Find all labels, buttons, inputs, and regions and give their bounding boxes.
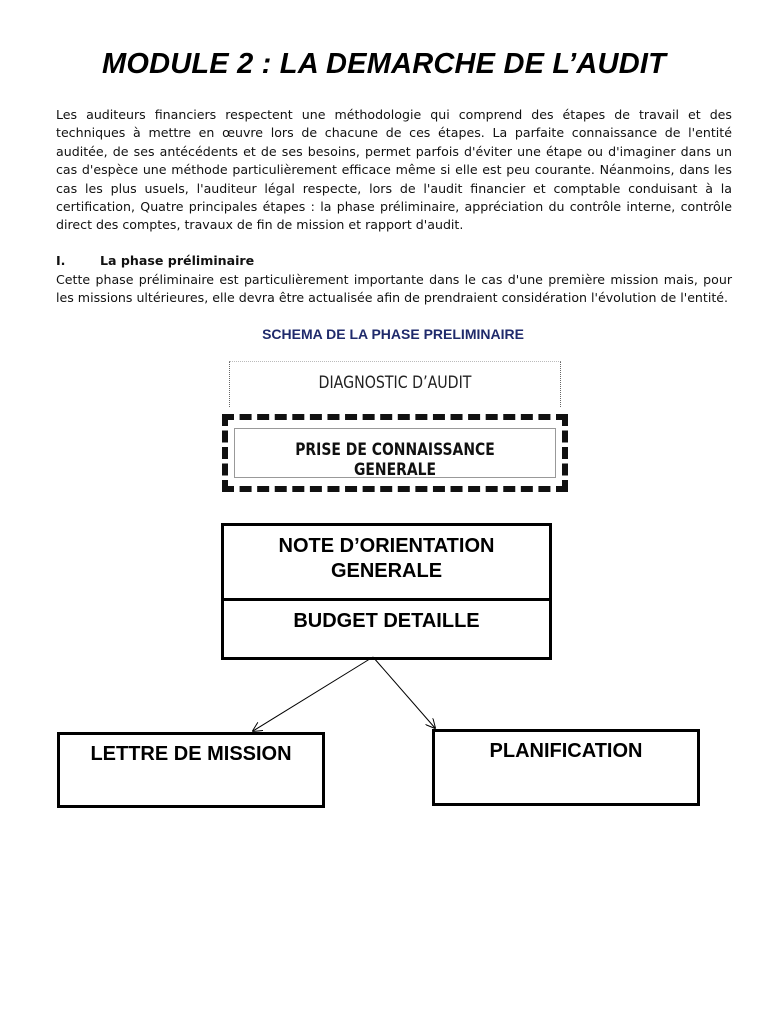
note-orientation-box [221, 523, 552, 601]
note-label-line2: GENERALE [330, 560, 443, 582]
prise-label: PRISE DE CONNAISSANCE GENERALE [295, 440, 495, 480]
budget-box [221, 598, 552, 660]
note-label-line1: NOTE D’ORIENTATION [278, 535, 495, 557]
section-heading-text: La phase préliminaire [100, 253, 255, 268]
section-paragraph: Cette phase préliminaire est particulièrement importante dans le cas d'une première mission mais, pour les missions ultérieures, elle devra être actualisée afin de prendraient considération l'évolution de l'entité. [56, 272, 732, 306]
planification-label: PLANIFICATION [489, 740, 643, 762]
document-title: MODULE 2 : LA DEMARCHE DE L’AUDIT [101, 48, 667, 80]
arrow-to-planification [373, 657, 435, 728]
section-number: I. [56, 253, 66, 268]
lettre-label: LETTRE DE MISSION [90, 743, 292, 765]
section-heading [56, 253, 254, 268]
arrow-to-lettre [253, 657, 373, 731]
schema-title: SCHEMA DE LA PHASE PRELIMINAIRE [262, 326, 524, 342]
budget-label: BUDGET DETAILLE [293, 610, 480, 632]
planification-box [432, 729, 700, 806]
lettre-mission-box [57, 732, 325, 808]
diagnostic-label: DIAGNOSTIC D’AUDIT [318, 373, 472, 392]
intro-paragraph: Les auditeurs financiers respectent une méthodologie qui comprend des étapes de travail et des techniques à mettre en œuvre lors de chacune de ces étapes. La parfaite connaissance de l'entité auditée, de ses antécédents et de ses besoins, permet parfois d'éviter une étape ou d'imaginer dans un cas d'espèce une méthode particulièrement efficace même si elle est peu courante. Néanmoins, dans les cas les plus usuels, l'auditeur légal respecte, lors de l'audit financier et comptable conduisant à la certification, Quatre principales étapes : la phase préliminaire, appréciation du contrôle interne, contrôle direct des comptes, travaux de fin de mission et rapport d'audit. [56, 107, 732, 233]
